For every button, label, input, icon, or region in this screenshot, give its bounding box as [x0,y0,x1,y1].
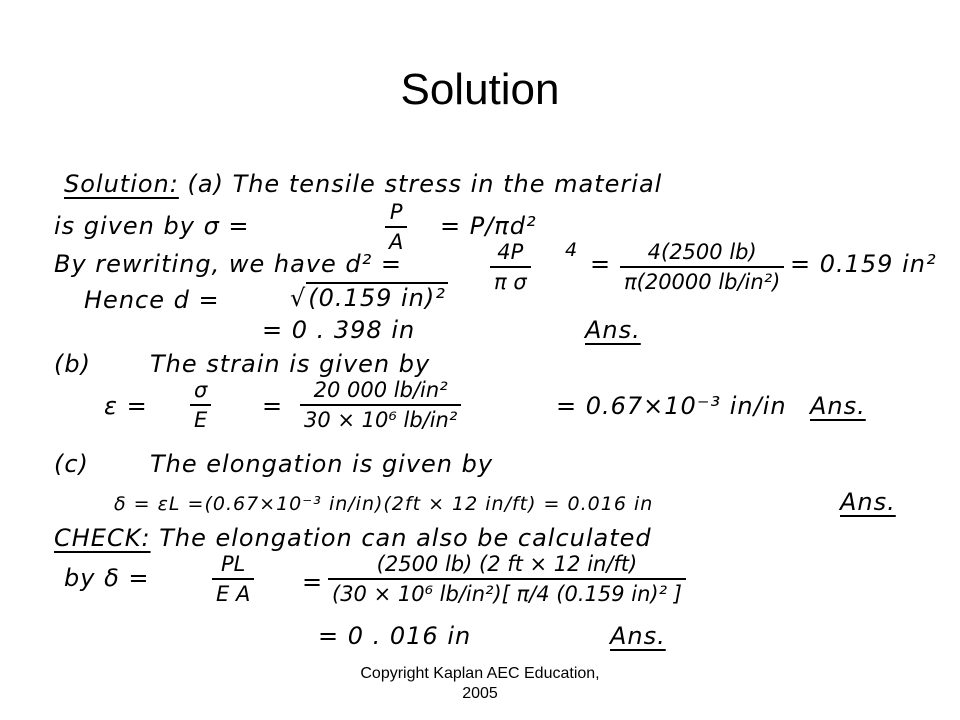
check-fraction-1 [212,552,254,606]
strain-fraction-2 [300,378,461,432]
strain-result: = 0.67×10⁻³ in/in [556,392,787,420]
diameter-result: = 0 . 398 in [262,316,416,344]
strain-equals: = [262,392,284,420]
check-label: CHECK: [54,524,151,552]
rewrite-fraction-2 [620,240,784,294]
answer-b: Ans. [810,392,866,420]
solution-line-1 [64,170,662,198]
copyright-footer [0,664,960,704]
square-root-expression: √(0.159 in)² [290,284,446,312]
part-c-label: (c) [54,450,89,478]
rewrite-result: = 0.159 in² [790,250,937,278]
fraction-bar [190,404,211,406]
check-by: by δ = [64,564,150,592]
check-fraction-1-num: PL [220,552,246,576]
rewrite-fraction-2-num: 4(2500 lb) [647,240,757,264]
solution-label: Solution: [64,170,179,198]
stress-fraction-den: A [389,230,404,254]
stress-formula-text: is given by σ = [54,212,250,240]
check-fraction-2-den: (30 × 10⁶ lb/in²)[ π/4 (0.159 in)² ] [332,582,682,606]
rewrite-text: By rewriting, we have d² = [54,250,403,278]
stress-formula-sub: 4 [565,239,579,261]
rewrite-fraction-2-den: π(20000 lb/in²) [624,270,781,294]
part-a-text: (a) The tensile stress in the material [187,170,663,198]
fraction-bar [328,578,686,580]
strain-symbol: ε = [104,392,148,420]
strain-fraction-2-den: 30 × 10⁶ lb/in² [304,408,458,432]
answer-a: Ans. [585,316,641,344]
fraction-bar [212,578,254,580]
stress-fraction-num: P [389,200,403,224]
fraction-bar [385,226,407,228]
answer-c: Ans. [840,488,896,516]
stress-fraction [385,200,407,254]
check-line [54,524,652,552]
check-fraction-2 [328,552,686,606]
footer-line-2: 2005 [462,685,498,702]
rewrite-fraction-1-num: 4P [497,240,524,264]
fraction-bar [300,404,461,406]
check-fraction-2-num: (2500 lb) (2 ft × 12 in/ft) [376,552,638,576]
part-c-text: The elongation is given by [150,450,494,478]
strain-fraction-1-den: E [194,408,208,432]
strain-fraction-1-num: σ [194,378,208,402]
strain-fraction-1 [190,378,211,432]
answer-final: Ans. [610,622,666,650]
stress-formula-eq: = P/πd² [440,212,537,240]
footer-line-1: Copyright Kaplan AEC Education, [360,665,600,682]
square-root-content: (0.159 in)² [308,284,446,312]
equals-sign: = [590,250,612,278]
strain-fraction-2-num: 20 000 lb/in² [313,378,448,402]
rewrite-fraction-1-den: π σ [494,270,527,294]
check-text: The elongation can also be calculated [159,524,652,552]
fraction-bar [490,266,531,268]
fraction-bar [620,266,784,268]
check-fraction-1-den: E A [216,582,251,606]
rewrite-fraction-1 [490,240,531,294]
part-b-label: (b) [54,350,91,378]
check-equals: = [302,568,324,596]
slide-title: Solution [400,65,560,114]
final-result: = 0 . 016 in [318,622,472,650]
hence-text: Hence d = [84,286,220,314]
part-b-text: The strain is given by [150,350,431,378]
elongation-equation: δ = εL =(0.67×10⁻³ in/in)(2ft × 12 in/ft) = 0.016 in [114,493,654,515]
